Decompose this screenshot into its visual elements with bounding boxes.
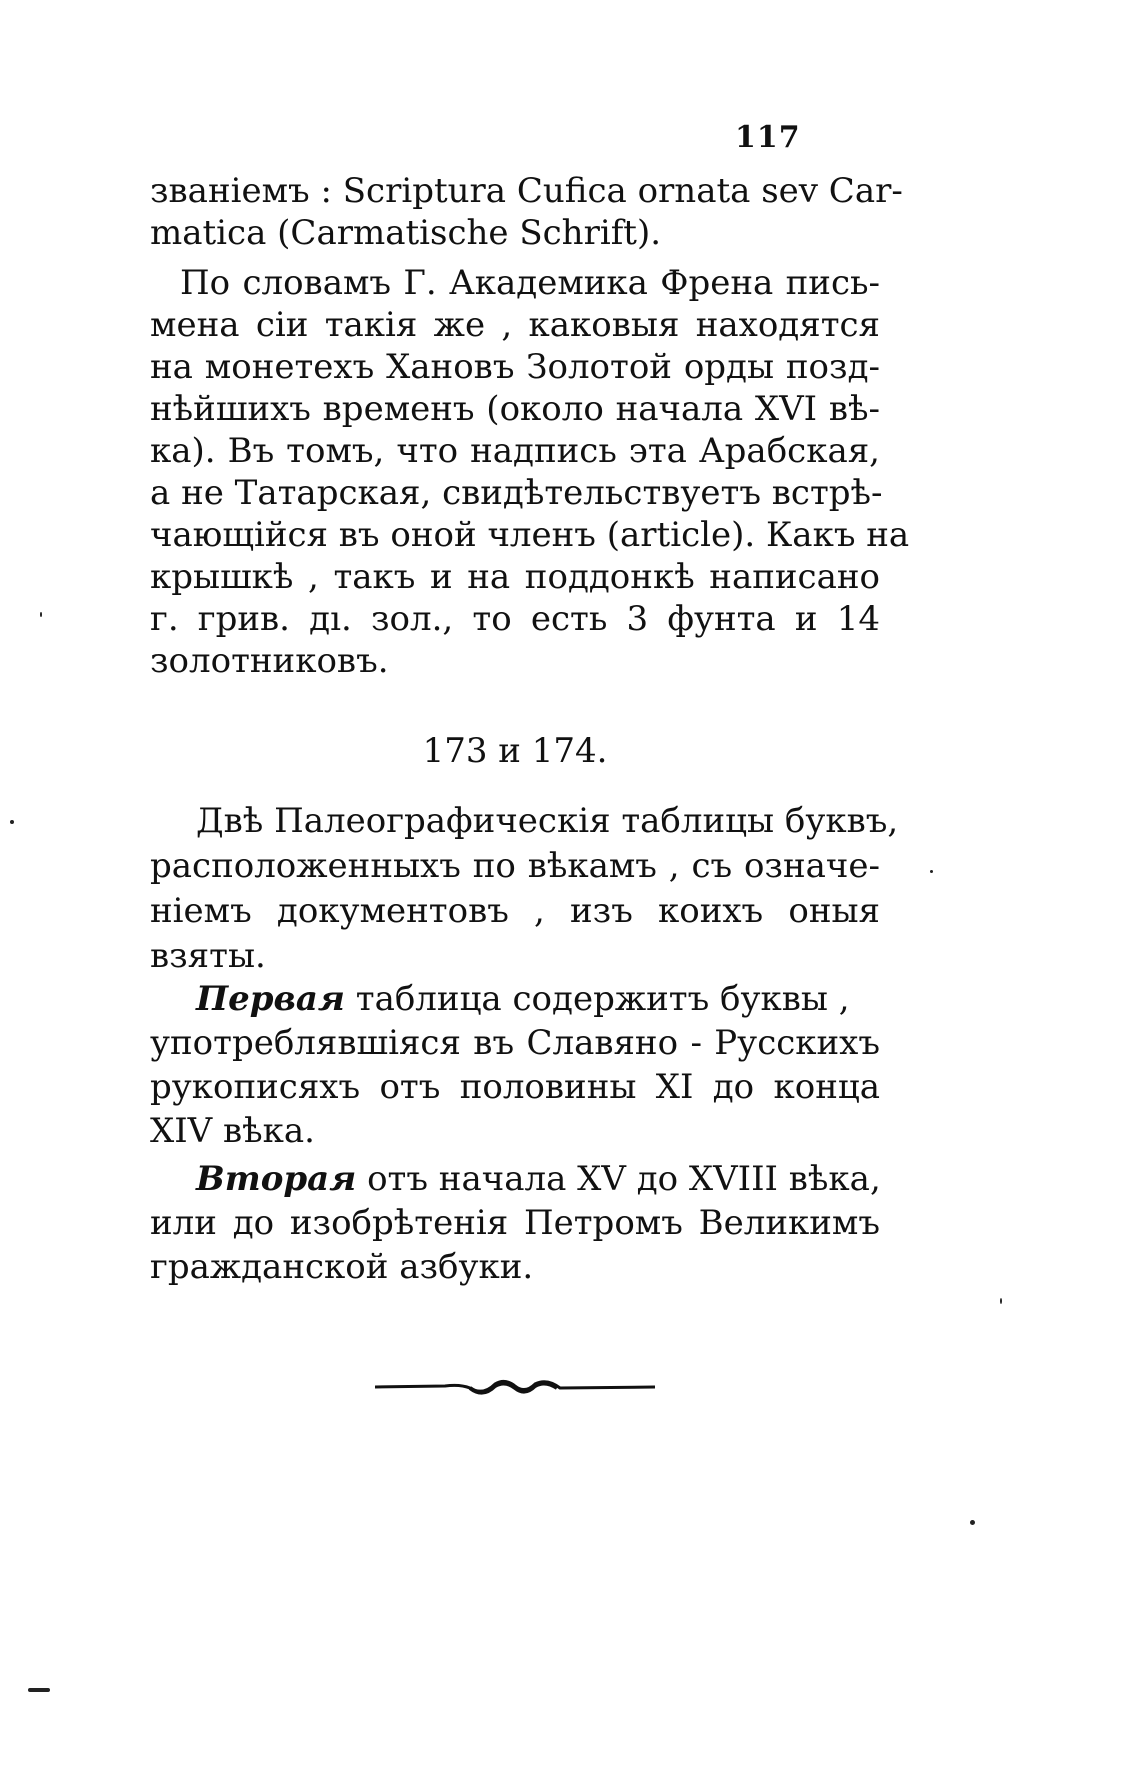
text-line: или до изобрѣтенія Петромъ Великимъ (150, 1203, 880, 1243)
section-heading: 173 и 174. (422, 731, 608, 771)
text-line-rest: отъ начала XV до XVIII вѣка, (356, 1159, 881, 1199)
text-line: По словамъ Г. Академика Френа пись- (180, 263, 880, 303)
ornament-divider-icon (375, 1372, 655, 1402)
emphasis-second: Вторая (196, 1159, 357, 1199)
speck (930, 870, 933, 873)
text-line: золотниковъ. (150, 641, 389, 681)
text-line: чающійся въ оной членъ (article). Какъ на (150, 515, 910, 555)
page-number: 117 (735, 120, 801, 155)
text-line: г. грив. дı. зол., то есть 3 фунта и 14 (150, 599, 880, 639)
text-line: XIV вѣка. (150, 1111, 315, 1151)
text-line-first (196, 978, 880, 1020)
speck (10, 820, 14, 824)
text-line: на монетехъ Хановъ Золотой орды позд- (150, 347, 880, 387)
text-line: Двѣ Палеографическія таблицы буквъ, (196, 801, 899, 841)
speck (970, 1520, 975, 1525)
speck (28, 1688, 50, 1692)
text-line: а не Татарская, свидѣтельствуетъ встрѣ- (150, 473, 883, 513)
text-line-second (196, 1158, 880, 1200)
text-line-rest: таблица содержитъ буквы , (344, 979, 850, 1019)
emphasis-first: Первая (196, 979, 345, 1019)
text-line: рукописяхъ отъ половины XI до конца (150, 1067, 880, 1107)
text-line: взяты. (150, 936, 266, 976)
text-line: ніемъ документовъ , изъ коихъ оныя (150, 891, 880, 931)
text-line: употреблявшіяся въ Славяно - Русскихъ (150, 1023, 880, 1063)
text-line: мена сіи такія же , каковыя находятся (150, 305, 880, 345)
speck (1000, 1298, 1002, 1304)
text-line: званіемъ : Scriptura Cufica ornata sev Car- (150, 171, 903, 211)
speck (40, 612, 42, 617)
text-line: гражданской азбуки. (150, 1247, 534, 1287)
text-line: ка). Въ томъ, что надпись эта Арабская, (150, 431, 880, 471)
text-line: нѣйшихъ временъ (около начала XVI вѣ- (150, 389, 880, 429)
text-line: расположенныхъ по вѣкамъ , съ означе- (150, 846, 880, 886)
text-line: крышкѣ , такъ и на поддонкѣ написано (150, 557, 880, 597)
text-line: matica (Carmatische Schrift). (150, 213, 662, 253)
